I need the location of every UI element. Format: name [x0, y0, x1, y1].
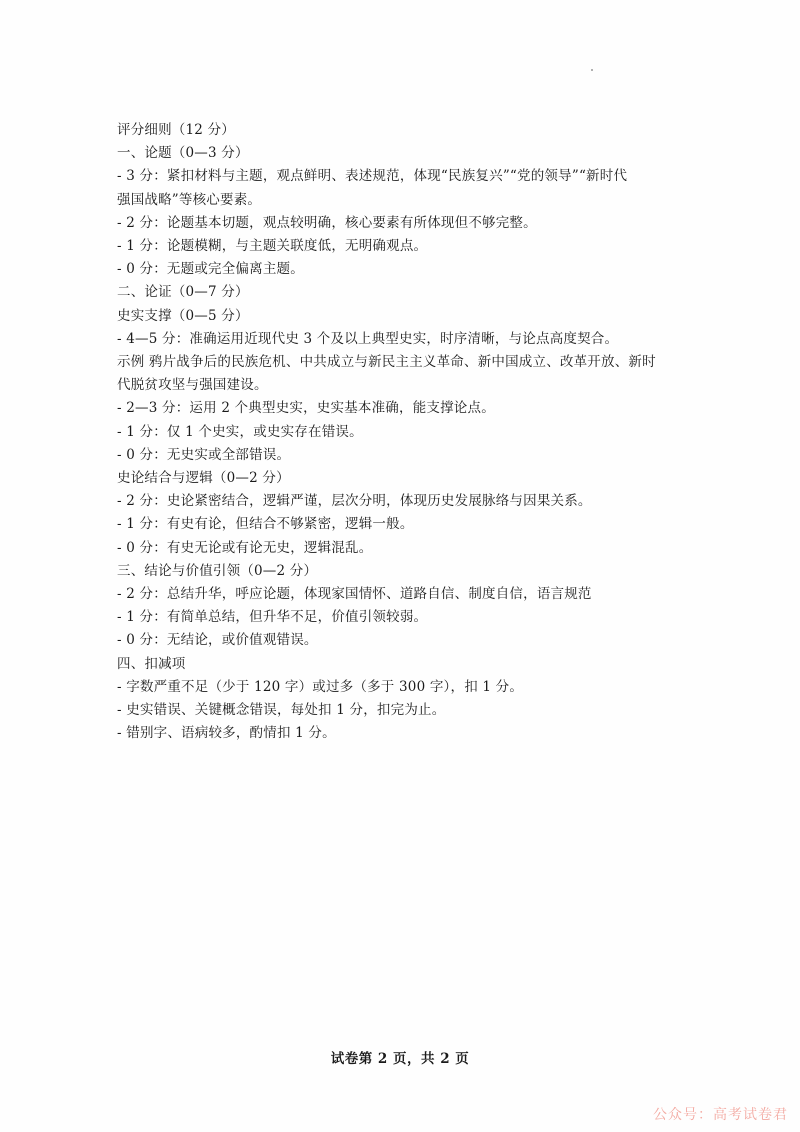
- text-line: 史实支撑（0—5 分）: [117, 307, 249, 324]
- text-line: - 2 分：总结升华，呼应论题，体现家国情怀、道路自信、制度自信，语言规范: [117, 586, 592, 603]
- text-line: - 史实错误、关键概念错误，每处扣 1 分，扣完为止。: [117, 702, 446, 719]
- text-line: - 2 分：论题基本切题，观点较明确，核心要素有所体现但不够完整。: [117, 214, 537, 231]
- text-line: 四、扣减项: [117, 655, 186, 672]
- text-line: - 4—5 分：准确运用近现代史 3 个及以上典型史实，时序清晰，与论点高度契合。: [117, 330, 619, 347]
- scoring-rules-body: [117, 119, 687, 745]
- text-line: - 1 分：有史有论，但结合不够紧密，逻辑一般。: [117, 516, 414, 533]
- page-footer: 试卷第 2 页，共 2 页: [330, 1051, 470, 1067]
- text-line: - 错别字、语病较多，酌情扣 1 分。: [117, 725, 336, 742]
- text-line: - 字数严重不足（少于 120 字）或过多（多于 300 字），扣 1 分。: [117, 678, 524, 695]
- text-line: 三、结论与价值引领（0—2 分）: [117, 562, 318, 579]
- text-line: 一、论题（0—3 分）: [117, 145, 249, 162]
- text-line: - 0 分：有史无论或有论无史，逻辑混乱。: [117, 539, 373, 556]
- text-line: - 0 分：无结论，或价值观错误。: [117, 632, 318, 649]
- text-line: - 0 分：无史实或全部错误。: [117, 446, 291, 463]
- text-line: 代脱贫攻坚与强国建设。: [117, 377, 268, 394]
- text-line: - 1 分：有简单总结，但升华不足，价值引领较弱。: [117, 609, 428, 626]
- text-line: - 2 分：史论紧密结合，逻辑严谨，层次分明，体现历史发展脉络与因果关系。: [117, 493, 592, 510]
- text-line: 强国战略”等核心要素。: [117, 191, 262, 208]
- watermark-text: 公众号：高考试卷君: [653, 1107, 788, 1123]
- text-line: 二、论证（0—7 分）: [117, 284, 249, 301]
- text-line: - 0 分：无题或完全偏离主题。: [117, 261, 304, 278]
- scan-speck: [591, 69, 593, 71]
- text-line: - 1 分：论题模糊，与主题关联度低，无明确观点。: [117, 238, 428, 255]
- text-line: - 1 分：仅 1 个史实，或史实存在错误。: [117, 423, 363, 440]
- text-line: 示例 鸦片战争后的民族危机、中共成立与新民主主义革命、新中国成立、改革开放、新时: [117, 354, 656, 371]
- text-line: 史论结合与逻辑（0—2 分）: [117, 470, 290, 487]
- text-line: - 3 分：紧扣材料与主题，观点鲜明、表述规范，体现“民族复兴”“党的领导”“新时代: [117, 168, 628, 185]
- text-line: 评分细则（12 分）: [117, 122, 235, 138]
- text-line: - 2—3 分：运用 2 个典型史实，史实基本准确，能支撑论点。: [117, 400, 495, 417]
